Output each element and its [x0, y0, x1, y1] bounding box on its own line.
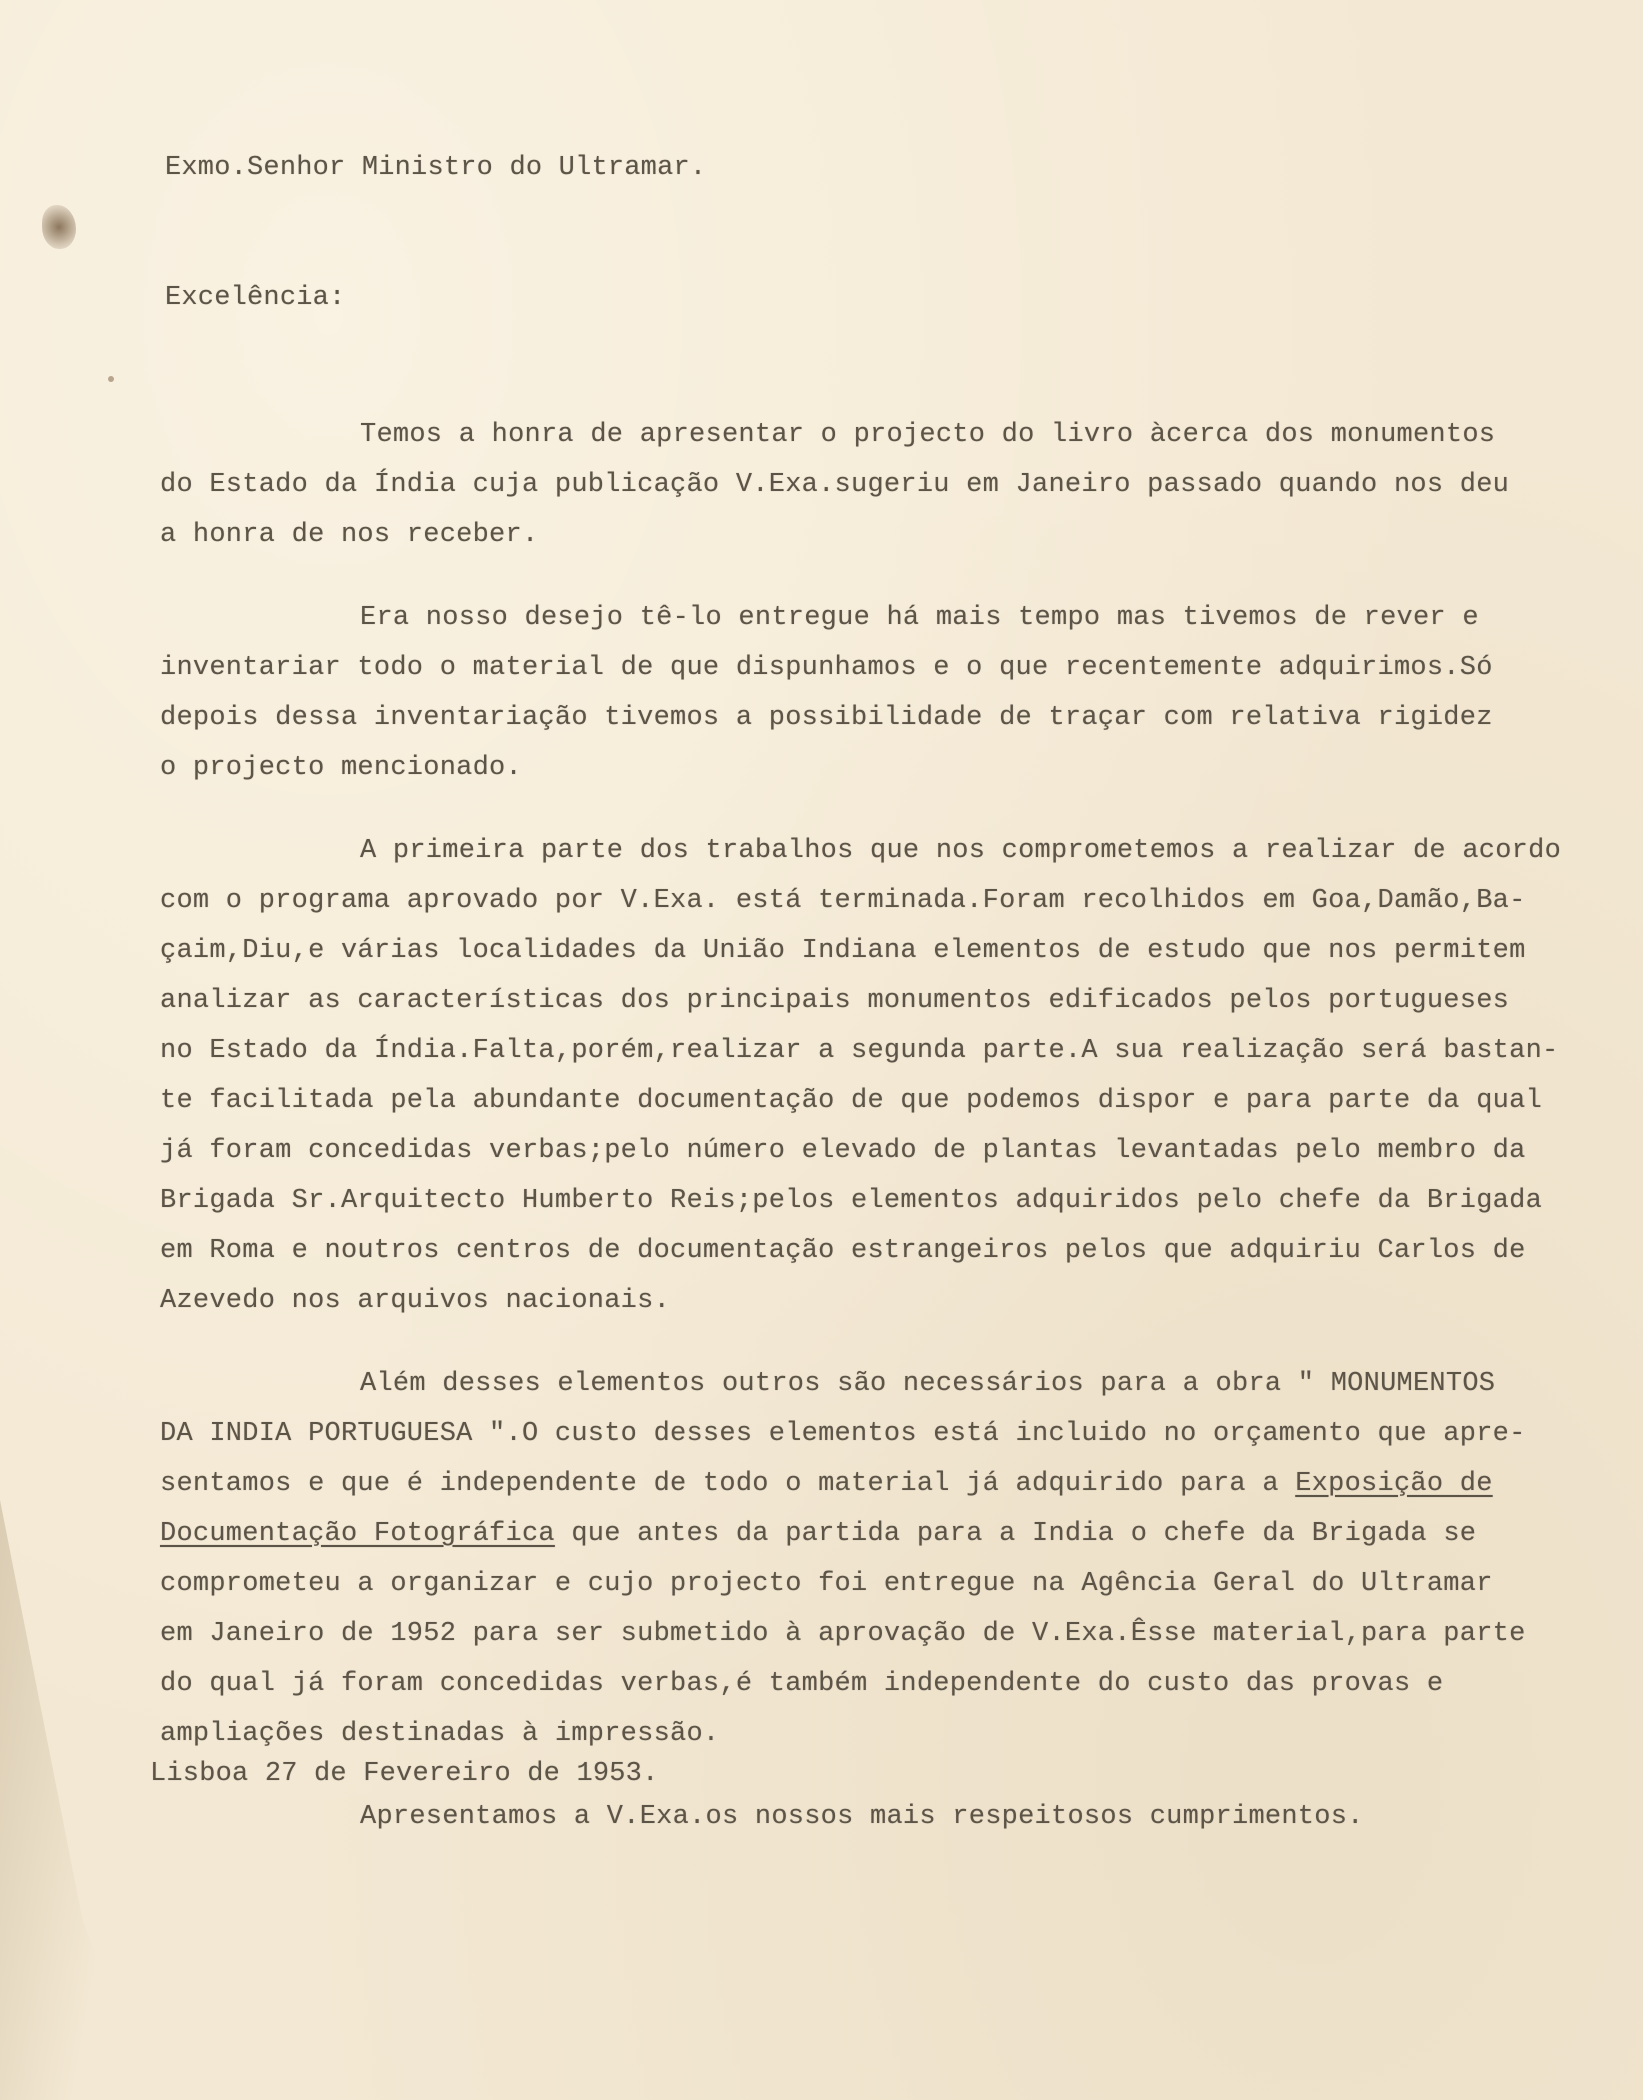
paragraph-gap	[160, 793, 1580, 826]
paragraph-4	[160, 1359, 1580, 1759]
text-line: já foram concedidas verbas;pelo número elevado de plantas levantadas pelo membro da	[160, 1136, 1526, 1166]
text-line: Temos a honra de apresentar o projecto do livro àcerca dos monumentos	[360, 420, 1496, 450]
paragraph-1	[160, 410, 1580, 560]
letter-body	[160, 410, 1580, 1842]
ink-stain	[42, 205, 76, 249]
text-line: depois dessa inventariação tivemos a possibilidade de traçar com relativa rigidez	[160, 703, 1493, 733]
text-line: Apresentamos a V.Exa.os nossos mais respeitosos cumprimentos.	[360, 1802, 1364, 1832]
text-line: analizar as características dos principais monumentos edificados pelos portugueses	[160, 986, 1510, 1016]
text-line: te facilitada pela abundante documentação de que podemos dispor e para parte da qual	[160, 1086, 1543, 1116]
text-line: ampliações destinadas à impressão.	[160, 1719, 720, 1749]
text-line: do Estado da Índia cuja publicação V.Exa.sugeriu em Janeiro passado quando nos deu	[160, 470, 1510, 500]
paragraph-gap	[160, 1326, 1580, 1359]
salutation: Exmo.Senhor Ministro do Ultramar.	[165, 153, 707, 183]
text-line	[160, 1509, 1580, 1559]
text-line: no Estado da Índia.Falta,porém,realizar a segunda parte.A sua realização será bastan-	[160, 1036, 1559, 1066]
text-line: çaim,Diu,e várias localidades da União Indiana elementos de estudo que nos permitem	[160, 936, 1526, 966]
underlined-title: Exposição de	[1295, 1469, 1493, 1499]
text-line: o projecto mencionado.	[160, 753, 522, 783]
text-line: com o programa aprovado por V.Exa. está terminada.Foram recolhidos em Goa,Damão,Ba-	[160, 886, 1526, 916]
place-and-date: Lisboa 27 de Fevereiro de 1953.	[150, 1759, 659, 1789]
text-line: Além desses elementos outros são necessários para a obra " MONUMENTOS	[360, 1369, 1496, 1399]
paragraph-2	[160, 593, 1580, 793]
text-line: em Roma e noutros centros de documentação estrangeiros pelos que adquiriu Carlos de	[160, 1236, 1526, 1266]
paragraph-3	[160, 826, 1580, 1326]
text-line: Azevedo nos arquivos nacionais.	[160, 1286, 671, 1316]
text-segment: que antes da partida para a India o chefe da Brigada se	[554, 1519, 1477, 1549]
text-line: comprometeu a organizar e cujo projecto foi entregue na Agência Geral do Ultramar	[160, 1569, 1493, 1599]
text-line: a honra de nos receber.	[160, 520, 539, 550]
text-line: inventariar todo o material de que dispunhamos e o que recentemente adquirimos.Só	[160, 653, 1493, 683]
text-line: A primeira parte dos trabalhos que nos comprometemos a realizar de acordo	[360, 836, 1562, 866]
text-line	[160, 1459, 1580, 1509]
text-line: do qual já foram concedidas verbas,é também independente do custo das provas e	[160, 1669, 1444, 1699]
paragraph-5	[160, 1792, 1580, 1842]
text-line: em Janeiro de 1952 para ser submetido à aprovação de V.Exa.Êsse material,para parte	[160, 1619, 1526, 1649]
text-segment: sentamos e que é independente de todo o material já adquirido para a	[160, 1469, 1296, 1499]
paper-fold-shadow	[0, 1500, 150, 2100]
text-line: Brigada Sr.Arquitecto Humberto Reis;pelos elementos adquiridos pelo chefe da Brigada	[160, 1186, 1543, 1216]
ink-speck	[108, 376, 114, 382]
text-line: DA INDIA PORTUGUESA ".O custo desses elementos está incluido no orçamento que apre-	[160, 1419, 1526, 1449]
greeting: Excelência:	[165, 283, 346, 313]
text-line: Era nosso desejo tê-lo entregue há mais tempo mas tivemos de rever e	[360, 603, 1479, 633]
paragraph-gap	[160, 560, 1580, 593]
underlined-title: Documentação Fotográfica	[160, 1519, 555, 1549]
